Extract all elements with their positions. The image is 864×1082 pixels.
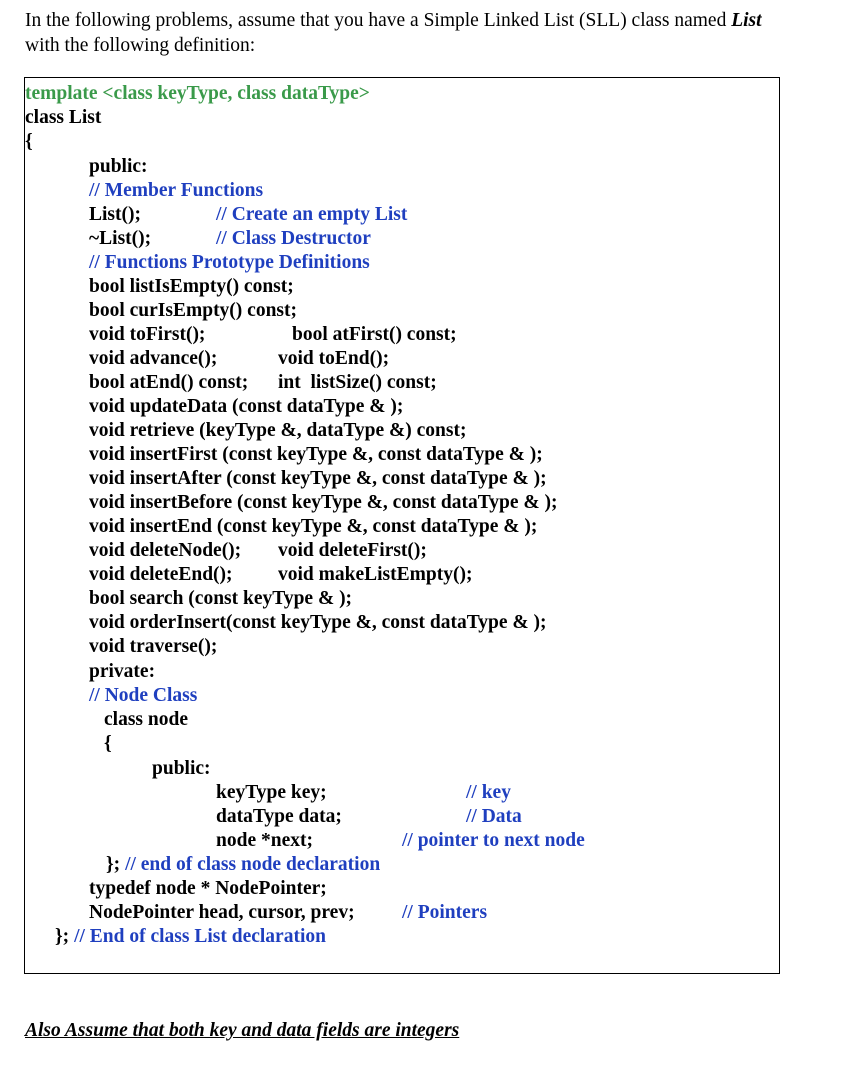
code-line: void orderInsert(const keyType &, const dataType & ); — [89, 612, 547, 633]
field-key-comment: // key — [466, 782, 511, 803]
code-line: bool search (const keyType & ); — [89, 588, 353, 609]
intro-text: In the following problems, assume that you have a Simple Linked List (SLL) class named — [25, 10, 732, 31]
code-line: void toEnd(); — [278, 348, 390, 369]
code-line: void toFirst(); — [89, 324, 206, 345]
intro-text-2: with the following definition: — [25, 35, 256, 56]
comment-prototypes: // Functions Prototype Definitions — [89, 252, 370, 273]
typedef-line: typedef node * NodePointer; — [89, 878, 327, 899]
ctor: List(); — [89, 204, 141, 225]
ctor-comment: // Create an empty List — [216, 204, 408, 225]
comment-member-functions: // Member Functions — [89, 180, 264, 201]
code-line: void traverse(); — [89, 636, 218, 657]
dtor: ~List(); — [89, 228, 152, 249]
class-close-brace: }; — [55, 926, 70, 947]
code-line: void insertBefore (const keyType &, const dataType & ); — [89, 492, 558, 513]
node-close-comment: // end of class node declaration — [125, 854, 381, 875]
pointers-comment: // Pointers — [402, 902, 488, 923]
node-close-brace: }; — [106, 854, 121, 875]
code-box — [24, 77, 780, 974]
code-line: void deleteFirst(); — [278, 540, 427, 561]
class-close — [55, 925, 326, 949]
code-line: void updateData (const dataType & ); — [89, 396, 404, 417]
code-line: void retrieve (keyType &, dataType &) const; — [89, 420, 467, 441]
field-data: dataType data; — [216, 806, 342, 827]
open-brace: { — [25, 131, 33, 152]
node-class-line: class node — [104, 709, 188, 730]
template-line: template <class keyType, class dataType> — [25, 83, 370, 104]
field-data-comment: // Data — [466, 806, 522, 827]
class-line: class List — [25, 107, 102, 128]
class-name: List — [731, 10, 762, 31]
code-line: bool atEnd() const; — [89, 372, 249, 393]
node-close — [106, 853, 380, 877]
node-open-brace: { — [104, 733, 112, 754]
field-next-comment: // pointer to next node — [402, 830, 585, 851]
code-line: int listSize() const; — [278, 372, 437, 393]
comment-node-class: // Node Class — [89, 685, 198, 706]
code-line: void makeListEmpty(); — [278, 564, 473, 585]
field-next: node *next; — [216, 830, 313, 851]
code-line: void advance(); — [89, 348, 218, 369]
footer-note: Also Assume that both key and data fields are integers — [25, 1020, 460, 1041]
code-line: bool atFirst() const; — [292, 324, 457, 345]
public-label: public: — [89, 156, 148, 177]
code-line: void deleteNode(); — [89, 540, 242, 561]
class-close-comment: // End of class List declaration — [74, 926, 326, 947]
dtor-comment: // Class Destructor — [216, 228, 371, 249]
intro-paragraph — [25, 8, 837, 58]
code-line: void deleteEnd(); — [89, 564, 233, 585]
pointers-line: NodePointer head, cursor, prev; — [89, 902, 355, 923]
private-label: private: — [89, 661, 156, 682]
code-line: void insertAfter (const keyType &, const dataType & ); — [89, 468, 547, 489]
code-line: bool listIsEmpty() const; — [89, 276, 294, 297]
node-public-label: public: — [152, 758, 211, 779]
code-line: bool curIsEmpty() const; — [89, 300, 297, 321]
field-key: keyType key; — [216, 782, 327, 803]
code-line: void insertEnd (const keyType &, const dataType & ); — [89, 516, 538, 537]
code-line: void insertFirst (const keyType &, const dataType & ); — [89, 444, 543, 465]
